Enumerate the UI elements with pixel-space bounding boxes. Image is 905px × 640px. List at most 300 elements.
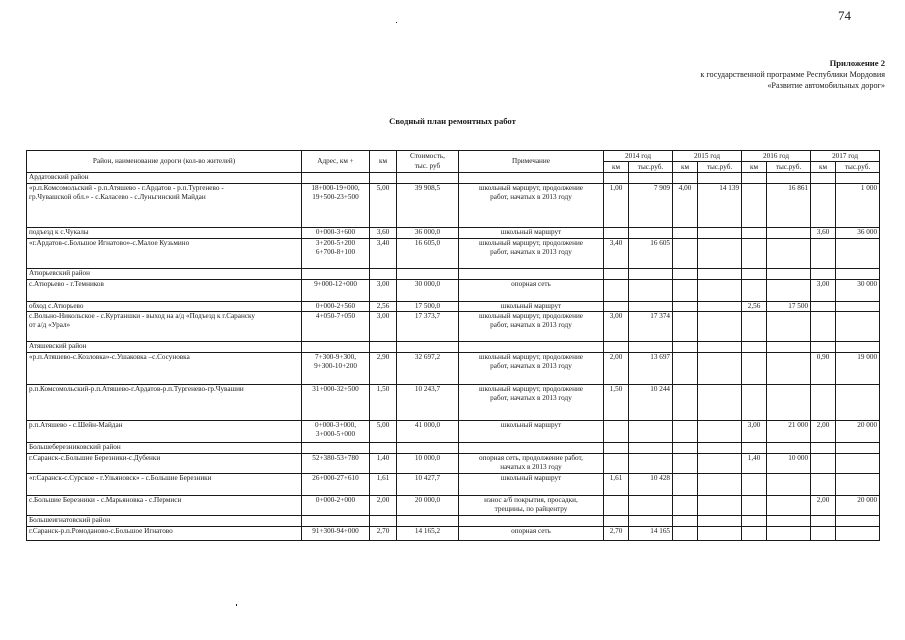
year-y2017km-line: 0,90 bbox=[816, 353, 830, 361]
year-y2014km bbox=[604, 527, 629, 541]
road-km bbox=[370, 496, 397, 516]
empty-cell bbox=[673, 516, 698, 527]
table-row bbox=[27, 228, 880, 239]
road-cost-line: 14 165,2 bbox=[414, 527, 441, 535]
district-name: Большеигнатовский район bbox=[27, 516, 302, 527]
road-name bbox=[27, 454, 302, 474]
road-note bbox=[459, 527, 604, 541]
road-cost-line: 36 000,0 bbox=[414, 228, 441, 236]
road-name-line: «г.Саранск-с.Сурское - г.Ульяновск» - с.Большие Березники bbox=[29, 474, 212, 482]
empty-cell bbox=[459, 342, 604, 353]
road-note-line: работ, начатых в 2013 году bbox=[490, 321, 572, 329]
empty-cell bbox=[698, 173, 742, 184]
header-2017-km: км bbox=[811, 162, 836, 173]
road-km bbox=[370, 527, 397, 541]
road-name-line: гр.Чувашской обл.» - с.Каласево - с.Луньгинский Майдан bbox=[29, 193, 206, 201]
road-name bbox=[27, 421, 302, 443]
road-note-line: школьный маршрут bbox=[500, 302, 562, 310]
year-y2016rub bbox=[767, 184, 811, 228]
district-section-row bbox=[27, 443, 880, 454]
road-cost bbox=[397, 353, 459, 385]
road-km-line: 3,40 bbox=[376, 239, 390, 247]
empty-cell bbox=[302, 269, 370, 280]
year-y2014km-line: 1,61 bbox=[609, 474, 623, 482]
year-y2015rub bbox=[698, 474, 742, 496]
appendix-line-2: «Развитие автомобильных дорог» bbox=[767, 81, 885, 90]
year-y2014rub-line: 10 428 bbox=[650, 474, 671, 482]
table-row bbox=[27, 280, 880, 302]
road-cost bbox=[397, 527, 459, 541]
empty-cell bbox=[698, 443, 742, 454]
road-note-line: опорная сеть bbox=[511, 280, 551, 288]
empty-cell bbox=[459, 516, 604, 527]
year-y2014rub bbox=[629, 421, 673, 443]
year-y2014rub bbox=[629, 280, 673, 302]
empty-cell bbox=[767, 516, 811, 527]
road-note-line: опорная сеть, продолжение работ, bbox=[479, 454, 583, 462]
road-address bbox=[302, 228, 370, 239]
year-y2015km bbox=[673, 353, 698, 385]
road-km bbox=[370, 353, 397, 385]
repair-plan-table bbox=[26, 150, 880, 541]
road-cost bbox=[397, 454, 459, 474]
year-y2017km bbox=[811, 184, 836, 228]
empty-cell bbox=[397, 269, 459, 280]
road-km-line: 3,60 bbox=[376, 228, 390, 236]
table-row bbox=[27, 421, 880, 443]
year-y2016km bbox=[742, 312, 767, 342]
year-y2016km-line: 3,00 bbox=[747, 421, 761, 429]
table-row bbox=[27, 496, 880, 516]
year-y2017rub bbox=[836, 312, 880, 342]
year-y2015rub bbox=[698, 228, 742, 239]
road-note-line: школьный маршрут bbox=[500, 474, 562, 482]
empty-cell bbox=[836, 443, 880, 454]
year-y2016rub bbox=[767, 527, 811, 541]
year-y2016rub bbox=[767, 454, 811, 474]
road-name bbox=[27, 496, 302, 516]
year-y2016rub bbox=[767, 280, 811, 302]
district-name: Атяшевский район bbox=[27, 342, 302, 353]
empty-cell bbox=[742, 516, 767, 527]
road-km bbox=[370, 312, 397, 342]
empty-cell bbox=[811, 173, 836, 184]
year-y2016rub bbox=[767, 496, 811, 516]
road-address bbox=[302, 527, 370, 541]
road-name-line: с.Большие Березники - с.Марьяновка - с.Пермиси bbox=[29, 496, 182, 504]
road-note-line: износ а/б покрытия, просадки, bbox=[484, 496, 578, 504]
year-y2016rub bbox=[767, 302, 811, 312]
empty-cell bbox=[370, 516, 397, 527]
road-note bbox=[459, 302, 604, 312]
road-address-line: 3+200-5+200 bbox=[315, 239, 356, 247]
road-name-line: «г.Ардатов-с.Большое Игнатово»-с.Малое Кузьмино bbox=[29, 239, 190, 247]
road-address-line: 7+300-9+300, bbox=[314, 353, 357, 361]
table-row bbox=[27, 474, 880, 496]
year-y2014rub bbox=[629, 239, 673, 269]
road-address bbox=[302, 184, 370, 228]
year-y2017km bbox=[811, 527, 836, 541]
empty-cell bbox=[629, 516, 673, 527]
road-address-line: 9+000-12+000 bbox=[314, 280, 357, 288]
header-2016-rub: тыс.руб. bbox=[767, 162, 811, 173]
empty-cell bbox=[836, 173, 880, 184]
year-y2017rub-line: 1 000 bbox=[860, 184, 878, 192]
year-y2014rub bbox=[629, 184, 673, 228]
road-cost bbox=[397, 421, 459, 443]
road-address bbox=[302, 312, 370, 342]
road-address-line: 0+000-3+000, bbox=[314, 421, 357, 429]
year-y2015rub bbox=[698, 421, 742, 443]
year-y2016km-line: 1,40 bbox=[747, 454, 761, 462]
year-y2014km bbox=[604, 302, 629, 312]
year-y2015km bbox=[673, 302, 698, 312]
year-y2017rub bbox=[836, 239, 880, 269]
road-note bbox=[459, 353, 604, 385]
road-name bbox=[27, 312, 302, 342]
empty-cell bbox=[811, 443, 836, 454]
district-section-row bbox=[27, 516, 880, 527]
empty-cell bbox=[836, 269, 880, 280]
year-y2014km-line: 2,70 bbox=[609, 527, 623, 535]
year-y2014rub bbox=[629, 385, 673, 421]
road-address bbox=[302, 280, 370, 302]
year-y2017km bbox=[811, 474, 836, 496]
road-km bbox=[370, 474, 397, 496]
road-note-line: начатых в 2013 году bbox=[500, 463, 562, 471]
road-cost bbox=[397, 239, 459, 269]
road-km-line: 5,00 bbox=[376, 421, 390, 429]
year-y2014km bbox=[604, 474, 629, 496]
empty-cell bbox=[698, 516, 742, 527]
year-y2017km-line: 3,60 bbox=[816, 228, 830, 236]
header-2014-rub: тыс.руб. bbox=[629, 162, 673, 173]
road-note bbox=[459, 385, 604, 421]
year-y2016km bbox=[742, 228, 767, 239]
empty-cell bbox=[629, 173, 673, 184]
year-y2017km bbox=[811, 454, 836, 474]
year-y2017km bbox=[811, 496, 836, 516]
year-y2017km bbox=[811, 280, 836, 302]
year-y2016km bbox=[742, 353, 767, 385]
road-address-line: 6+700-8+100 bbox=[315, 248, 356, 256]
year-y2015km bbox=[673, 421, 698, 443]
empty-cell bbox=[397, 443, 459, 454]
road-cost bbox=[397, 184, 459, 228]
year-y2014rub-line: 16 605 bbox=[650, 239, 671, 247]
road-cost-line: 41 000,0 bbox=[414, 421, 441, 429]
empty-cell bbox=[370, 342, 397, 353]
road-km-line: 2,90 bbox=[376, 353, 390, 361]
road-cost bbox=[397, 228, 459, 239]
road-cost-line: 17 500,0 bbox=[414, 302, 441, 310]
road-name bbox=[27, 527, 302, 541]
empty-cell bbox=[767, 269, 811, 280]
scan-speck bbox=[236, 604, 237, 606]
road-address-line: 31+000-32+500 bbox=[312, 385, 359, 393]
road-note-line: школьный маршрут bbox=[500, 421, 562, 429]
year-y2014km bbox=[604, 184, 629, 228]
empty-cell bbox=[459, 173, 604, 184]
year-y2017km bbox=[811, 302, 836, 312]
year-y2017rub bbox=[836, 228, 880, 239]
header-year-2016: 2016 год bbox=[742, 151, 811, 162]
year-y2014km-line: 1,50 bbox=[609, 385, 623, 393]
road-cost bbox=[397, 385, 459, 421]
road-address-line: 0+000-3+600 bbox=[315, 228, 356, 236]
year-y2014km bbox=[604, 353, 629, 385]
year-y2017rub-line: 30 000 bbox=[857, 280, 878, 288]
road-km-line: 2,56 bbox=[376, 302, 390, 310]
road-cost-line: 17 373,7 bbox=[414, 312, 441, 320]
road-note-line: школьный маршрут, продолжение bbox=[479, 184, 583, 192]
road-note bbox=[459, 474, 604, 496]
empty-cell bbox=[742, 173, 767, 184]
road-name bbox=[27, 228, 302, 239]
year-y2017rub bbox=[836, 454, 880, 474]
year-y2015km bbox=[673, 496, 698, 516]
road-name-line: от а/д «Урал» bbox=[29, 321, 71, 329]
year-y2017rub-line: 20 000 bbox=[857, 421, 878, 429]
year-y2017km bbox=[811, 239, 836, 269]
empty-cell bbox=[698, 342, 742, 353]
year-y2014rub bbox=[629, 228, 673, 239]
district-name: Атюрьевский район bbox=[27, 269, 302, 280]
year-y2016km bbox=[742, 280, 767, 302]
year-y2014rub-line: 10 244 bbox=[650, 385, 671, 393]
year-y2017rub bbox=[836, 353, 880, 385]
table-row bbox=[27, 184, 880, 228]
header-note: Примечание bbox=[459, 151, 604, 173]
empty-cell bbox=[397, 516, 459, 527]
road-name-line: с.Атюрьево - г.Темников bbox=[29, 280, 104, 288]
year-y2014km bbox=[604, 385, 629, 421]
empty-cell bbox=[370, 269, 397, 280]
road-cost-line: 30 000,0 bbox=[414, 280, 441, 288]
year-y2015km bbox=[673, 184, 698, 228]
table-row bbox=[27, 353, 880, 385]
empty-cell bbox=[673, 443, 698, 454]
header-cost: Стоимость, bbox=[397, 151, 459, 162]
appendix-line-1: к государственной программе Республики Мордовия bbox=[700, 70, 885, 79]
year-y2015rub bbox=[698, 353, 742, 385]
road-address-line: 0+000-2+560 bbox=[315, 302, 356, 310]
year-y2014km-line: 2,00 bbox=[609, 353, 623, 361]
road-note bbox=[459, 421, 604, 443]
road-note-line: школьный маршрут bbox=[500, 228, 562, 236]
road-name bbox=[27, 353, 302, 385]
header-year-2017: 2017 год bbox=[811, 151, 880, 162]
road-note-line: работ, начатых в 2013 году bbox=[490, 362, 572, 370]
empty-cell bbox=[604, 443, 629, 454]
year-y2014km bbox=[604, 454, 629, 474]
road-name bbox=[27, 474, 302, 496]
district-section-row bbox=[27, 342, 880, 353]
year-y2017km-line: 2,00 bbox=[816, 421, 830, 429]
year-y2016rub bbox=[767, 239, 811, 269]
year-y2016rub bbox=[767, 474, 811, 496]
road-km bbox=[370, 385, 397, 421]
road-cost bbox=[397, 312, 459, 342]
year-y2014rub-line: 17 374 bbox=[650, 312, 671, 320]
year-y2016rub bbox=[767, 312, 811, 342]
year-y2017rub bbox=[836, 184, 880, 228]
road-address bbox=[302, 239, 370, 269]
empty-cell bbox=[604, 173, 629, 184]
year-y2015km bbox=[673, 312, 698, 342]
road-note bbox=[459, 454, 604, 474]
empty-cell bbox=[811, 516, 836, 527]
year-y2014rub bbox=[629, 527, 673, 541]
empty-cell bbox=[836, 516, 880, 527]
year-y2016rub bbox=[767, 228, 811, 239]
empty-cell bbox=[302, 516, 370, 527]
empty-cell bbox=[673, 173, 698, 184]
empty-cell bbox=[397, 173, 459, 184]
road-note bbox=[459, 239, 604, 269]
empty-cell bbox=[459, 269, 604, 280]
year-y2017rub-line: 36 000 bbox=[857, 228, 878, 236]
year-y2015rub bbox=[698, 280, 742, 302]
year-y2016rub bbox=[767, 385, 811, 421]
empty-cell bbox=[629, 269, 673, 280]
empty-cell bbox=[767, 173, 811, 184]
road-address bbox=[302, 353, 370, 385]
road-name-line: р.п.Атяшево - с.Шейн-Майдан bbox=[29, 421, 123, 429]
table-row bbox=[27, 239, 880, 269]
year-y2014km bbox=[604, 496, 629, 516]
empty-cell bbox=[397, 342, 459, 353]
empty-cell bbox=[302, 443, 370, 454]
empty-cell bbox=[811, 342, 836, 353]
road-note bbox=[459, 312, 604, 342]
year-y2015rub bbox=[698, 385, 742, 421]
year-y2017km bbox=[811, 421, 836, 443]
road-address-line: 0+000-2+000 bbox=[315, 496, 356, 504]
table-row bbox=[27, 454, 880, 474]
year-y2014rub bbox=[629, 496, 673, 516]
table-row bbox=[27, 302, 880, 312]
road-address-line: 4+050-7+050 bbox=[315, 312, 356, 320]
year-y2017km bbox=[811, 312, 836, 342]
year-y2016km bbox=[742, 474, 767, 496]
road-km-line: 2,00 bbox=[376, 496, 390, 504]
district-name: Ардатовский район bbox=[27, 173, 302, 184]
header-year-2014: 2014 год bbox=[604, 151, 673, 162]
road-km-line: 3,00 bbox=[376, 312, 390, 320]
appendix-title: Приложение 2 bbox=[829, 58, 885, 68]
year-y2014km bbox=[604, 280, 629, 302]
year-y2014rub bbox=[629, 302, 673, 312]
empty-cell bbox=[673, 269, 698, 280]
road-address bbox=[302, 385, 370, 421]
road-cost-line: 10 000,0 bbox=[414, 454, 441, 462]
road-cost-line: 32 697,2 bbox=[414, 353, 441, 361]
road-address-line: 19+500-23+500 bbox=[312, 193, 359, 201]
header-row-1 bbox=[27, 151, 880, 162]
road-note-line: школьный маршрут, продолжение bbox=[479, 353, 583, 361]
table-row bbox=[27, 312, 880, 342]
year-y2017rub bbox=[836, 474, 880, 496]
road-note-line: трещины, по райцентру bbox=[494, 505, 568, 513]
district-name: Большеберезниковский район bbox=[27, 443, 302, 454]
empty-cell bbox=[811, 269, 836, 280]
year-y2014km bbox=[604, 312, 629, 342]
road-address bbox=[302, 474, 370, 496]
road-km-line: 3,00 bbox=[376, 280, 390, 288]
header-km: км bbox=[370, 151, 397, 173]
road-km-line: 1,50 bbox=[376, 385, 390, 393]
header-2016-km: км bbox=[742, 162, 767, 173]
table-row bbox=[27, 385, 880, 421]
year-y2014km-line: 3,00 bbox=[609, 312, 623, 320]
road-name bbox=[27, 385, 302, 421]
year-y2015rub bbox=[698, 527, 742, 541]
road-note-line: работ, начатых в 2013 году bbox=[490, 248, 572, 256]
empty-cell bbox=[302, 173, 370, 184]
year-y2015km bbox=[673, 527, 698, 541]
year-y2015rub-line: 14 139 bbox=[719, 184, 740, 192]
year-y2016km bbox=[742, 385, 767, 421]
road-km-line: 1,40 bbox=[376, 454, 390, 462]
road-name-line: подъезд к с.Чукалы bbox=[29, 228, 89, 236]
road-note bbox=[459, 496, 604, 516]
empty-cell bbox=[459, 443, 604, 454]
year-y2017rub bbox=[836, 302, 880, 312]
road-km-line: 1,61 bbox=[376, 474, 390, 482]
road-note-line: школьный маршрут, продолжение bbox=[479, 385, 583, 393]
empty-cell bbox=[370, 443, 397, 454]
road-cost-line: 10 427,7 bbox=[414, 474, 441, 482]
year-y2016rub bbox=[767, 353, 811, 385]
road-name-line: «р.п.Комсомольский - р.п.Атяшево - г.Ардатов - р.п.Тургенево - bbox=[29, 184, 224, 192]
road-km bbox=[370, 239, 397, 269]
road-km bbox=[370, 421, 397, 443]
road-km-line: 5,00 bbox=[376, 184, 390, 192]
year-y2016km bbox=[742, 302, 767, 312]
year-y2016km bbox=[742, 239, 767, 269]
road-cost bbox=[397, 474, 459, 496]
road-name-line: «р.п.Атяшево-с.Козловка»-с.Ушаковка –с.Сосуновка bbox=[29, 353, 190, 361]
year-y2014rub bbox=[629, 454, 673, 474]
year-y2017rub bbox=[836, 527, 880, 541]
road-name-line: г.Саранск-р.п.Ромоданово-с.Большое Игнатово bbox=[29, 527, 173, 535]
road-address-line: 26+000-27+610 bbox=[312, 474, 359, 482]
scan-speck bbox=[396, 22, 397, 23]
empty-cell bbox=[604, 516, 629, 527]
road-cost-line: 10 243,7 bbox=[414, 385, 441, 393]
year-y2016km bbox=[742, 496, 767, 516]
road-note-line: опорная сеть bbox=[511, 527, 551, 535]
year-y2015rub bbox=[698, 454, 742, 474]
year-y2014km bbox=[604, 239, 629, 269]
year-y2014rub-line: 13 697 bbox=[650, 353, 671, 361]
year-y2015rub bbox=[698, 302, 742, 312]
year-y2017km-line: 3,00 bbox=[816, 280, 830, 288]
year-y2017rub bbox=[836, 385, 880, 421]
year-y2016km bbox=[742, 454, 767, 474]
page-number: 74 bbox=[838, 8, 851, 23]
header-name: Район, наименование дороги (кол-во жителей) bbox=[27, 151, 302, 173]
year-y2014rub bbox=[629, 312, 673, 342]
year-y2014km bbox=[604, 421, 629, 443]
year-y2015km bbox=[673, 280, 698, 302]
road-note bbox=[459, 280, 604, 302]
year-y2015km bbox=[673, 385, 698, 421]
road-name bbox=[27, 184, 302, 228]
appendix-block bbox=[700, 58, 885, 91]
road-address-line: 18+000-19+000, bbox=[311, 184, 360, 192]
